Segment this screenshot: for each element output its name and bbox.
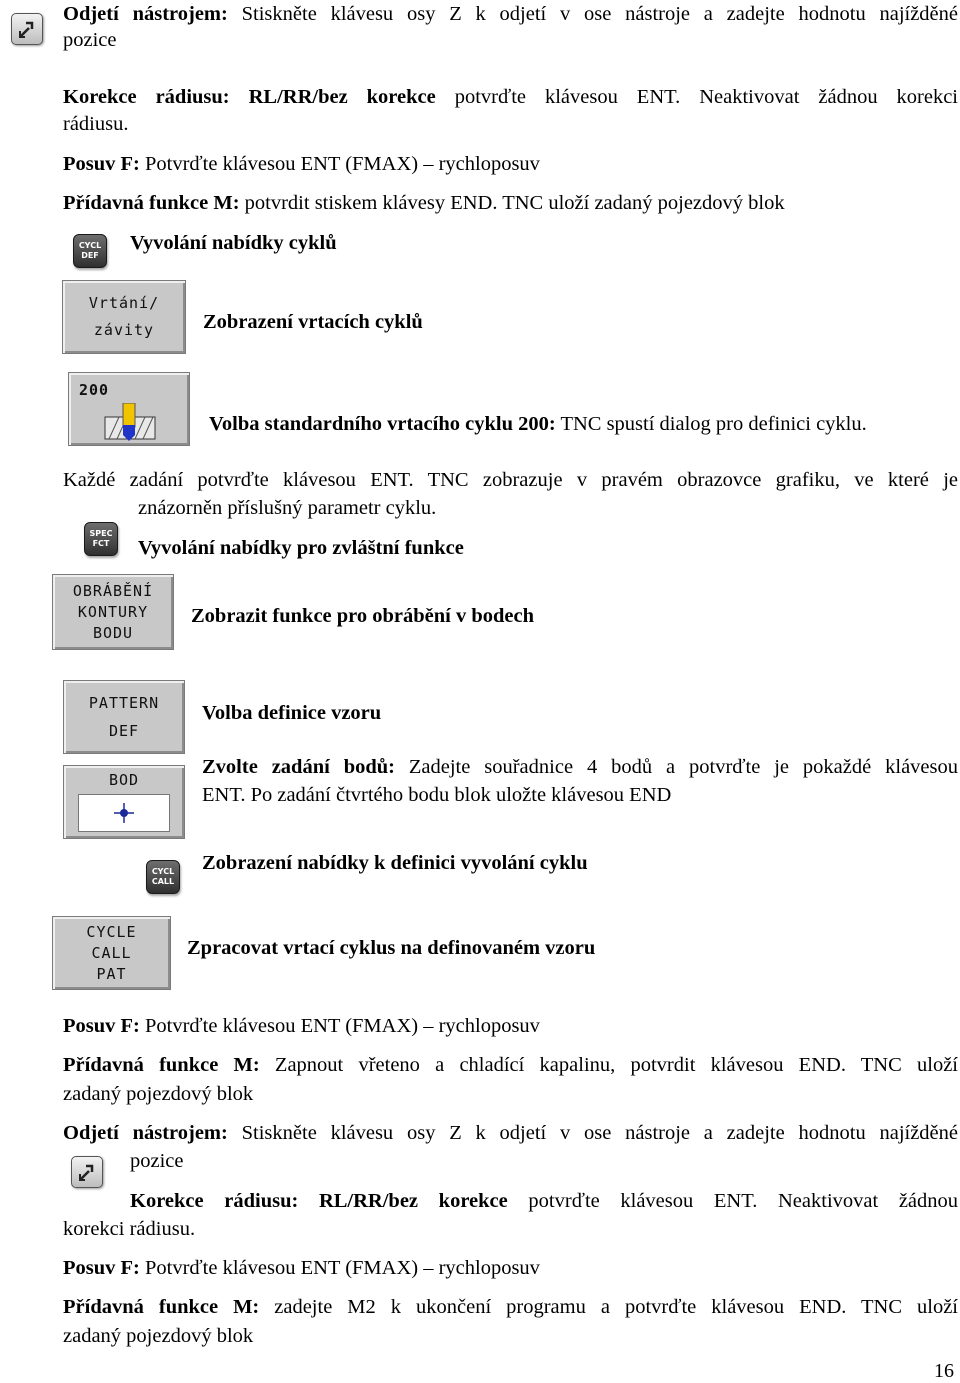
label-feed: Posuv F: (63, 153, 140, 175)
text-feed: Potvrďte klávesou ENT (FMAX) – rychloposuv (145, 1257, 540, 1279)
text-cycle-call-menu: Zobrazení nabídky k definici vyvolání cyklu (202, 852, 588, 874)
paragraph-feed-2 (63, 1012, 540, 1040)
text-drilling-cycles: Zobrazení vrtacích cyklů (203, 311, 423, 333)
softkey-label: BOD (108, 771, 140, 789)
paragraph-confirm-ent: Každé zadání potvrďte klávesou ENT. TNC zobrazuje v pravém obrazovce grafiku, ve které je (63, 469, 958, 491)
key-label: CYCL (78, 241, 102, 250)
softkey-label: 200 (79, 381, 110, 399)
label-aux-function: Přídavná funkce M: (63, 1296, 260, 1318)
softkey-label: CYCLE (86, 923, 137, 941)
text-line: ENT. Po zadání čtvrtého bodu blok uložte klávesou END (202, 784, 672, 806)
cycl-def-key[interactable] (73, 234, 107, 268)
key-label: FCT (92, 539, 110, 548)
text-aux-function: zadejte M2 k ukončení programu a potvrďte klávesou END. TNC uloží (274, 1296, 958, 1318)
softkey-cycle-200[interactable] (68, 372, 190, 446)
paragraph-point-entry (202, 753, 958, 781)
key-label: CALL (151, 877, 175, 886)
paragraph-cycle-200 (209, 410, 867, 438)
paragraph-radius-comp-2 (130, 1187, 958, 1215)
text-line: zadaný pojezdový blok (63, 1083, 254, 1105)
text-feed: Potvrďte klávesou ENT (FMAX) – rychloposuv (145, 1015, 540, 1037)
text-point-entry: Zadejte souřadnice 4 bodů a potvrďte je pokaždé klávesou (408, 756, 959, 778)
softkey-point[interactable] (63, 765, 185, 839)
softkey-label: závity (93, 321, 155, 339)
softkey-contour-point-machining[interactable] (52, 574, 174, 650)
tool-axis-key-icon[interactable] (11, 13, 43, 45)
label-radius-comp: Korekce rádiusu: RL/RR/bez korekce (63, 86, 436, 108)
label-feed: Posuv F: (63, 1015, 140, 1037)
softkey-label: PATTERN (88, 694, 160, 712)
label-aux-function: Přídavná funkce M: (63, 1054, 260, 1076)
text-process-pattern: Zpracovat vrtací cyklus na definovaném vzoru (187, 937, 596, 959)
paragraph-aux-function-2 (63, 1051, 958, 1079)
softkey-label: PAT (96, 965, 127, 983)
text-special-functions: Vyvolání nabídky pro zvláštní funkce (138, 537, 464, 559)
text-line: znázorněn příslušný parametr cyklu. (138, 497, 437, 519)
tool-axis-key-icon[interactable] (71, 1156, 103, 1188)
text-radius-comp: potvrďte klávesou ENT. Neaktivovat žádnou korekci (454, 86, 959, 108)
text-line: rádiusu. (63, 113, 129, 135)
page-number: 16 (934, 1360, 954, 1382)
key-label: CYCL (151, 867, 175, 876)
text-tool-retract: Stiskněte klávesu osy Z k odjetí v ose nástroje a zadejte hodnotu najížděné (241, 1122, 959, 1144)
text-cycle-menu: Vyvolání nabídky cyklů (130, 232, 337, 254)
label-cycle-200: Volba standardního vrtacího cyklu 200: (209, 413, 556, 435)
text-aux-function: Zapnout vřeteno a chladící kapalinu, potvrdit klávesou END. TNC uloží (274, 1054, 958, 1076)
cycl-call-key[interactable] (146, 860, 180, 894)
text-line: pozice (63, 29, 117, 51)
paragraph-tool-retract (63, 0, 958, 28)
paragraph-aux-function-3 (63, 1293, 958, 1321)
spec-fct-key[interactable] (84, 522, 118, 556)
key-label: SPEC (89, 529, 113, 538)
label-feed: Posuv F: (63, 1257, 140, 1279)
label-tool-retract: Odjetí nástrojem: (63, 3, 228, 25)
point-preview-box (78, 794, 170, 832)
label-aux-function: Přídavná funkce M: (63, 192, 240, 214)
text-point-machining: Zobrazit funkce pro obrábění v bodech (191, 605, 535, 627)
label-point-entry: Zvolte zadání bodů: (202, 756, 395, 778)
text-radius-comp: potvrďte klávesou ENT. Neaktivovat žádnou (528, 1190, 959, 1212)
softkey-label: DEF (108, 722, 140, 740)
drill-icon (101, 403, 161, 443)
text-line: zadaný pojezdový blok (63, 1325, 254, 1347)
text-aux-function: potvrdit stiskem klávesy END. TNC uloží zadaný pojezdový blok (244, 192, 785, 214)
crosshair-icon (114, 803, 134, 823)
paragraph-feed (63, 150, 540, 178)
text-cycle-200: TNC spustí dialog pro definici cyklu. (560, 413, 867, 435)
label-radius-comp: Korekce rádiusu: RL/RR/bez korekce (130, 1190, 508, 1212)
softkey-drilling-threads[interactable] (62, 280, 186, 354)
softkey-label: BODU (92, 624, 134, 642)
text-line: pozice (130, 1150, 184, 1172)
paragraph-radius-comp (63, 83, 958, 111)
key-label: DEF (81, 251, 99, 260)
softkey-label: KONTURY (77, 603, 149, 621)
text-feed: Potvrďte klávesou ENT (FMAX) – rychloposuv (145, 153, 540, 175)
paragraph-aux-function (63, 189, 785, 217)
softkey-cycle-call-pat[interactable] (52, 916, 171, 990)
paragraph-feed-3 (63, 1254, 540, 1282)
softkey-pattern-def[interactable] (63, 680, 185, 754)
text-pattern-definition: Volba definice vzoru (202, 702, 382, 724)
text-line: korekci rádiusu. (63, 1218, 196, 1240)
paragraph-tool-retract-2 (63, 1119, 958, 1147)
label-tool-retract: Odjetí nástrojem: (63, 1122, 228, 1144)
softkey-label: Vrtání/ (88, 294, 160, 312)
softkey-label: CALL (91, 944, 132, 962)
text-tool-retract: Stiskněte klávesu osy Z k odjetí v ose nástroje a zadejte hodnotu najížděné (241, 3, 959, 25)
softkey-label: OBRÁBĚNÍ (72, 582, 154, 600)
